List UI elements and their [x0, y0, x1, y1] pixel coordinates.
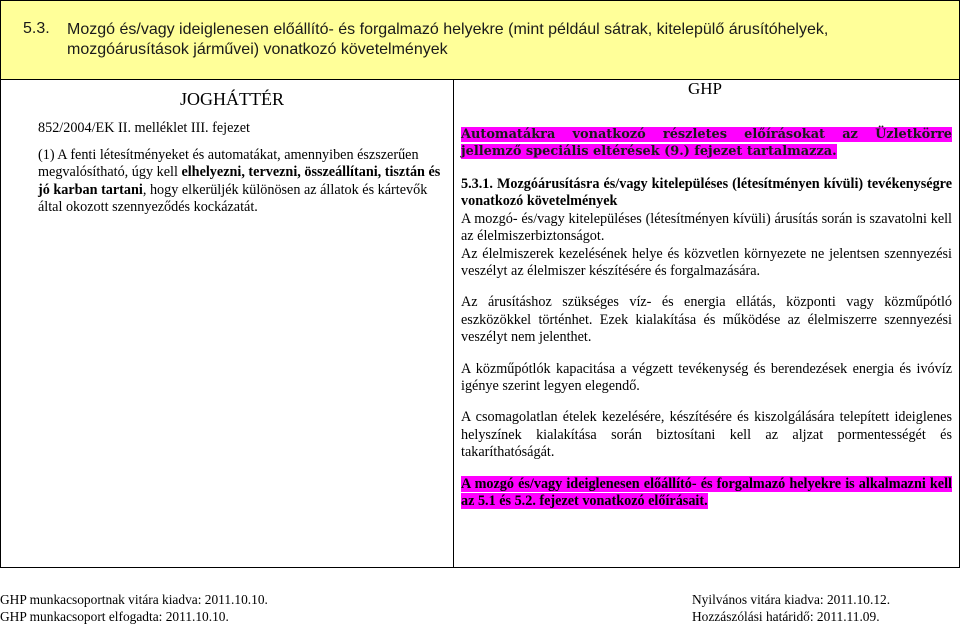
legal-paragraph-part-c: , hogy elkerüljék különösen az állatok és kártevők által okozott szennyeződés kockázatát. [38, 181, 428, 216]
paragraph-environment: Az élelmiszerek kezelésének helye és közvetlen környezete ne jelentsen szennyezési veszélyt az élelmiszer készítésére és forgalmazására. [461, 245, 952, 280]
final-note [461, 476, 952, 511]
paragraph-unpackaged-food: A csomagolatlan ételek kezelésére, készítésére és kiszolgálására telepített ideiglenes helyszínek kialakítása során biztosítani kell az aljzat pormentességét és takaríthatóságát. [461, 409, 952, 461]
subsection-heading: 5.3.1. Mozgóárusításra és/vagy kitelepüléses (létesítményen kívüli) tevékenységre vonatkozó követelmények [461, 176, 952, 210]
footer-public-line: Nyilvános vitára kiadva: 2011.10.12. [692, 592, 891, 607]
right-column-heading: GHP [688, 79, 723, 98]
legal-reference: 852/2004/EK II. melléklet III. fejezet [38, 120, 250, 136]
footer-issued-line: GHP munkacsoportnak vitára kiadva: 2011.10.10. [0, 592, 268, 607]
footer-accepted-line: GHP munkacsoport elfogadta: 2011.10.10. [0, 608, 229, 624]
automat-note [461, 126, 952, 160]
paragraph-food-safety: A mozgó- és/vagy kitelepüléses (létesítményen kívüli) árusítás során is szavatolni kell az élelmiszerbiztonságot. [461, 210, 952, 245]
ghp-column [461, 126, 952, 511]
final-note-text: A mozgó és/vagy ideiglenesen előállító- és forgalmazó helyekre is alkalmazni kell az 5.1 és 5.2. fejezet vonatkozó előírásait. [461, 475, 952, 510]
section-number: 5.3. [23, 20, 50, 37]
footer-left [0, 592, 268, 625]
legal-paragraph [38, 147, 442, 217]
paragraph-utilities: Az árusításhoz szükséges víz- és energia ellátás, központi vagy közműpótló eszközökkel történhet. Ezek kialakítása és működése az élelmiszerre szennyezési veszélyt nem jelenthet. [461, 294, 952, 346]
left-column-heading: JOGHÁTTÉR [180, 89, 284, 109]
column-divider [453, 80, 454, 568]
footer-deadline-line: Hozzászólási határidő: 2011.11.09. [692, 608, 880, 624]
paragraph-capacity: A közműpótlók kapacitása a végzett tevékenység és berendezések energia és ivóvíz igénye szerint legyen elegendő. [461, 360, 952, 395]
section-header [0, 0, 960, 80]
automat-note-text: Automatákra vonatkozó részletes előírásokat az Üzletkörre jellemző speciális eltérések (9.) fejezet tartalmazza. [461, 127, 952, 159]
legal-paragraph-part-a: (1) A fenti létesítményeket és automatákat, amennyiben észszerűen megvalósítható, úgy kell [38, 146, 419, 181]
footer-right [692, 592, 890, 625]
legal-paragraph-emphasis: elhelyezni, tervezni, összeállítani, tisztán és jó karban tartani [38, 164, 441, 198]
legal-background-column [38, 120, 442, 217]
section-title: Mozgó és/vagy ideiglenesen előállító- és forgalmazó helyekre (mint például sátrak, kitelepülő árusítóhelyek, mozgóárusítások járművei) vonatkozó követelmények [67, 21, 829, 58]
